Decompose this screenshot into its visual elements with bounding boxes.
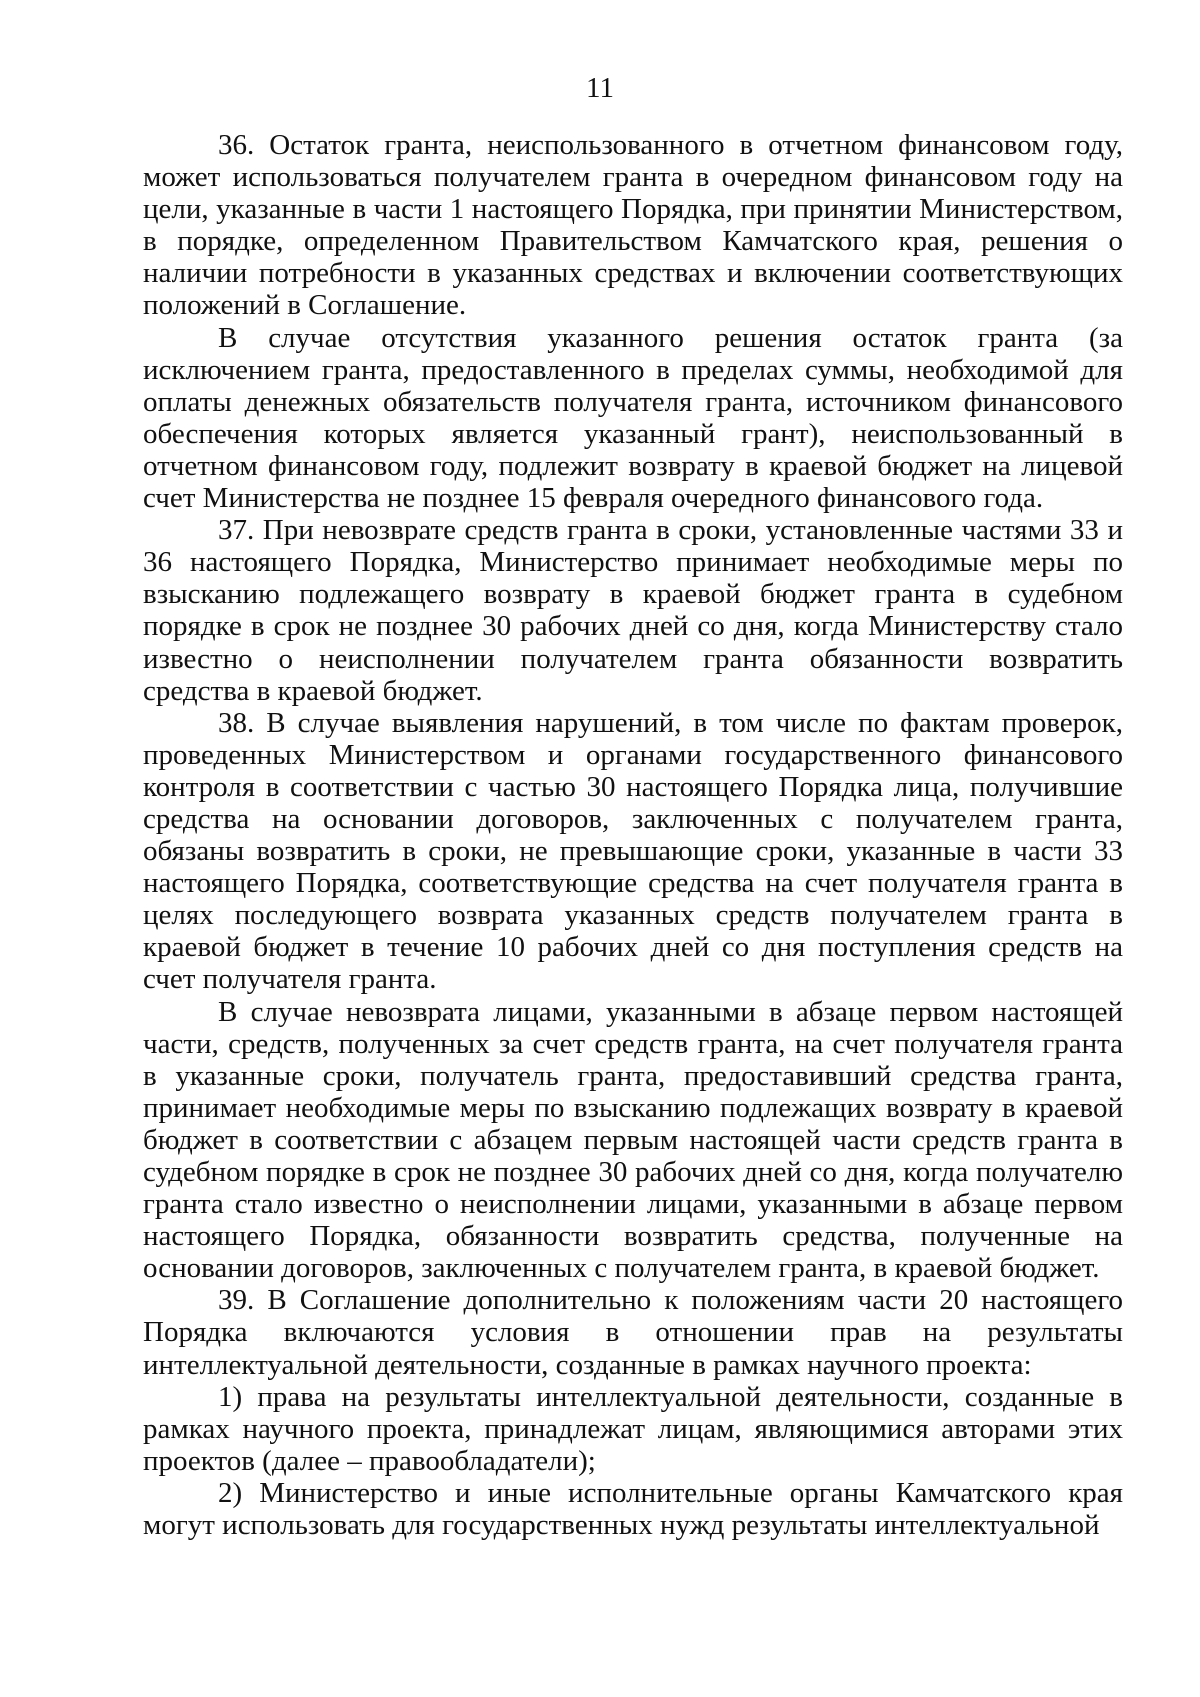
page-number: 11	[586, 72, 614, 104]
paragraph-36: 36. Остаток гранта, неиспользованного в отчетном финансовом году, может использоваться получателем гранта в очередном финансовом году на цели, указанные в части 1 настоящего Порядка, при принятии Министерством, в порядке, определенном Правительством Камчатского края, решения о наличии потребности в указанных средствах и включении соответствующих положений в Соглашение.	[143, 129, 1123, 322]
paragraph-36-continued: В случае отсутствия указанного решения остаток гранта (за исключением гранта, предоставленного в пределах суммы, необходимой для оплаты денежных обязательств получателя гранта, источником финансового обеспечения которых является указанный грант), неиспользованный в отчетном финансовом году, подлежит возврату в краевой бюджет на лицевой счет Министерства не позднее 15 февраля очередного финансового года.	[143, 321, 1123, 515]
document-body	[143, 129, 1123, 1541]
paragraph-37: 37. При невозврате средств гранта в сроки, установленные частями 33 и 36 настоящего Порядка, Министерство принимает необходимые меры по взысканию подлежащего возврату в краевой бюджет гранта в судебном порядке в срок не позднее 30 рабочих дней со дня, когда Министерству стало известно о неисполнении получателем гранта обязанности возвратить средства в краевой бюджет.	[143, 514, 1123, 707]
paragraph-38-continued: В случае невозврата лицами, указанными в абзаце первом настоящей части, средств, полученных за счет средств гранта, на счет получателя гранта в указанные сроки, получатель гранта, предоставивший средства гранта, принимает необходимые меры по взысканию подлежащих возврату в краевой бюджет в соответствии с абзацем первым настоящей части средств гранта в судебном порядке в срок не позднее 30 рабочих дней со дня, когда получателю гранта стало известно о неисполнении лицами, указанными в абзаце первом настоящего Порядка, обязанности возвратить средства, полученные на основании договоров, заключенных с получателем гранта, в краевой бюджет.	[143, 995, 1123, 1285]
paragraph-38: 38. В случае выявления нарушений, в том числе по фактам проверок, проведенных Министерством и органами государственного финансового контроля в соответствии с частью 30 настоящего Порядка лица, получившие средства на основании договоров, заключенных с получателем гранта, обязаны возвратить в сроки, не превышающие сроки, указанные в части 33 настоящего Порядка, соответствующие средства на счет получателя гранта в целях последующего возврата указанных средств получателем гранта в краевой бюджет в течение 10 рабочих дней со дня поступления средств на счет получателя гранта.	[143, 706, 1123, 996]
list-item-1: 1) права на результаты интеллектуальной деятельности, созданные в рамках научного проекта, принадлежат лицам, являющимися авторами этих проектов (далее – правообладатели);	[143, 1380, 1123, 1477]
paragraph-39: 39. В Соглашение дополнительно к положениям части 20 настоящего Порядка включаются условия в отношении прав на результаты интеллектуальной деятельности, созданные в рамках научного проекта:	[143, 1284, 1123, 1381]
list-item-2: 2) Министерство и иные исполнительные органы Камчатского края могут использовать для государственных нужд результаты интеллектуальной	[143, 1476, 1123, 1542]
